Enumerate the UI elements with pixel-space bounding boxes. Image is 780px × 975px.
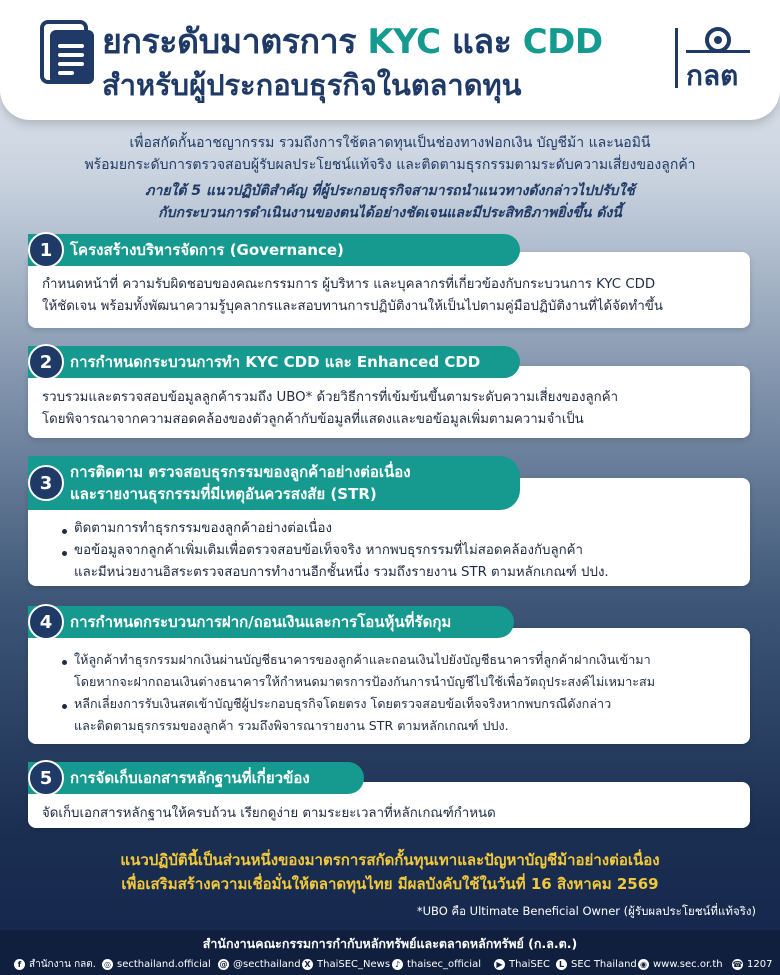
section-text: จัดเก็บเอกสารหลักฐานให้ครบถ้วน เรียกดูง่าย ตามระยะเวลาที่หลักเกณฑ์กำหนด: [42, 806, 496, 821]
intro-line: พร้อมยกระดับการตรวจสอบผู้รับผลประโยชน์แท้จริง และติดตามธุรกรรมตามระดับความเสี่ยงของลูกค้า: [84, 157, 696, 173]
section-number-3: 3: [28, 465, 64, 501]
section-text: โดยพิจารณาจากความสอดคล้องของตัวลูกค้ากับข้อมูลที่แสดงและขอข้อมูลเพิ่มตามความจำเป็น: [42, 412, 584, 427]
social-label: ThaiSEC: [509, 958, 551, 970]
social-label: thaisec_official: [407, 958, 481, 970]
section-number-1: 1: [28, 232, 64, 268]
tiktok-icon: ♪: [392, 959, 403, 970]
social-label: @secthailand: [233, 958, 301, 970]
facebook-icon: f: [14, 959, 25, 970]
social-line[interactable]: [556, 956, 637, 972]
bullet-point: [62, 529, 67, 534]
instagram-icon: ◎: [102, 959, 113, 970]
header-banner: [0, 0, 780, 120]
section-text: กำหนดหน้าที่ ความรับผิดชอบของคณะกรรมการ ผู้บริหาร และบุคลากรที่เกี่ยวข้องกับกระบวนการ KYC CDD: [42, 277, 656, 292]
section-text: รวบรวมและตรวจสอบข้อมูลลูกค้ารวมถึง UBO* ด้วยวิธีการที่เข้มข้นขึ้นตามระดับความเสี่ยงของลูกค้า: [42, 390, 619, 405]
page-subtitle: สำหรับผู้ประกอบธุรกิจในตลาดทุน: [102, 68, 522, 102]
page-title: ยกระดับมาตรการ KYC และ CDD: [102, 22, 603, 62]
section-number-2: 2: [28, 344, 64, 380]
section-text: และมีหน่วยงานอิสระตรวจสอบการทำงานอีกชั้นหนึ่ง รวมถึงรายงาน STR ตามหลักเกณฑ์ ปปง.: [74, 565, 609, 580]
section-title-line: การติดตาม ตรวจสอบธุรกรรมของลูกค้าอย่างต่อเนื่อง: [70, 463, 411, 481]
bullet-point: [62, 551, 67, 556]
closing-line: แนวปฏิบัตินี้เป็นส่วนหนึ่งของมาตรการสกัดกั้นทุนเทาและปัญหาบัญชีม้าอย่างต่อเนื่อง: [120, 851, 660, 869]
youtube-icon: ▶: [494, 959, 505, 970]
section-title-2: การกำหนดกระบวนการทำ KYC CDD และ Enhanced CDD: [28, 346, 520, 378]
web-icon: ◉: [638, 959, 649, 970]
line-icon: L: [556, 959, 567, 970]
social-label: SEC Thailand: [571, 958, 637, 970]
section-text: และติดตามธุรกรรมของลูกค้า รวมถึงพิจารณารายงาน STR ตามหลักเกณฑ์ ปปง.: [74, 718, 509, 733]
threads-icon: @: [219, 959, 228, 969]
section-text: ให้ลูกค้าทำธุรกรรมฝากเงินผ่านบัญชีธนาคารของลูกค้าและถอนเงินไปยังบัญชีธนาคารที่ลูกค้าฝากเงินเข้ามา: [74, 652, 651, 667]
section-text: ให้ชัดเจน พร้อมทั้งพัฒนาความรู้บุคลากรและสอบทานการปฏิบัติงานให้เป็นไปตามคู่มือปฏิบัติงานที่ได้จัดทำขึ้น: [42, 299, 663, 314]
bullet-point: [62, 660, 67, 665]
section-text: ขอข้อมูลจากลูกค้าเพิ่มเติมเพื่อตรวจสอบข้อเท็จจริง หากพบธุรกรรมที่ไม่สอดคล้องกับลูกค้า: [74, 543, 584, 558]
social-label: ThaiSEC_News: [317, 958, 391, 970]
social-threads[interactable]: [218, 956, 301, 972]
section-text: หลีกเลี่ยงการรับเงินสดเข้าบัญชีผู้ประกอบธุรกิจโดยตรง โดยตรวจสอบข้อเท็จจริงหากพบกรณีดังกล่าว: [74, 696, 612, 711]
social-tiktok[interactable]: [392, 956, 481, 972]
social-x[interactable]: [302, 956, 390, 972]
social-label: www.sec.or.th: [653, 958, 723, 970]
x-icon: X: [302, 959, 313, 970]
section-title-1: โครงสร้างบริหารจัดการ (Governance): [28, 234, 520, 266]
section-title-5: การจัดเก็บเอกสารหลักฐานที่เกี่ยวข้อง: [28, 762, 364, 794]
social-website[interactable]: [638, 956, 723, 972]
section-title-line: และรายงานธุรกรรมที่มีเหตุอันควรสงสัย (STR): [70, 485, 377, 503]
section-title-4: การกำหนดกระบวนการฝาก/ถอนเงินและการโอนหุ้นที่รัดกุม: [28, 606, 514, 638]
social-label: 1207: [747, 958, 773, 970]
organization-name: สำนักงานคณะกรรมการกำกับหลักทรัพย์และตลาดหลักทรัพย์ (ก.ล.ต.): [202, 936, 578, 951]
social-instagram[interactable]: [102, 956, 211, 972]
closing-line: เพื่อเสริมสร้างความเชื่อมั่นให้ตลาดทุนไทย มีผลบังคับใช้ในวันที่ 16 สิงหาคม 2569: [121, 875, 659, 893]
section-text: ติดตามการทำธุรกรรมของลูกค้าอย่างต่อเนื่อง: [74, 521, 332, 536]
section-number-5: 5: [28, 760, 64, 796]
section-text: โดยหากจะฝากถอนเงินต่างธนาคารให้กำหนดมาตรการป้องกันการนำบัญชีไปใช้เพื่อวัตถุประสงค์ไม่เหมาะสม: [74, 674, 656, 689]
social-facebook[interactable]: [14, 956, 96, 972]
social-label: สำนักงาน กลต.: [29, 958, 96, 970]
footnote: *UBO คือ Ultimate Beneficial Owner (ผู้รับผลประโยชน์ที่แท้จริง): [416, 904, 756, 918]
phone-icon: ☎: [732, 959, 743, 969]
bullet-point: [62, 704, 67, 709]
social-youtube[interactable]: [494, 956, 550, 972]
section-title-3: [28, 456, 520, 510]
logo-text: กลต: [686, 59, 739, 92]
social-phone[interactable]: [732, 956, 772, 972]
section-number-4: 4: [28, 604, 64, 640]
document-icon: [40, 20, 94, 86]
intro-line: เพื่อสกัดกั้นอาชญากรรม รวมถึงการใช้ตลาดทุนเป็นช่องทางฟอกเงิน บัญชีม้า และนอมินี: [129, 135, 651, 151]
intro-line: กับกระบวนการดำเนินงานของตนได้อย่างชัดเจนและมีประสิทธิภาพยิ่งขึ้น ดังนี้: [158, 205, 622, 221]
social-label: secthailand.official: [117, 958, 211, 970]
intro-line: ภายใต้ 5 แนวปฏิบัติสำคัญ ที่ผู้ประกอบธุรกิจสามารถนำแนวทางดังกล่าวไปปรับใช้: [145, 183, 635, 199]
